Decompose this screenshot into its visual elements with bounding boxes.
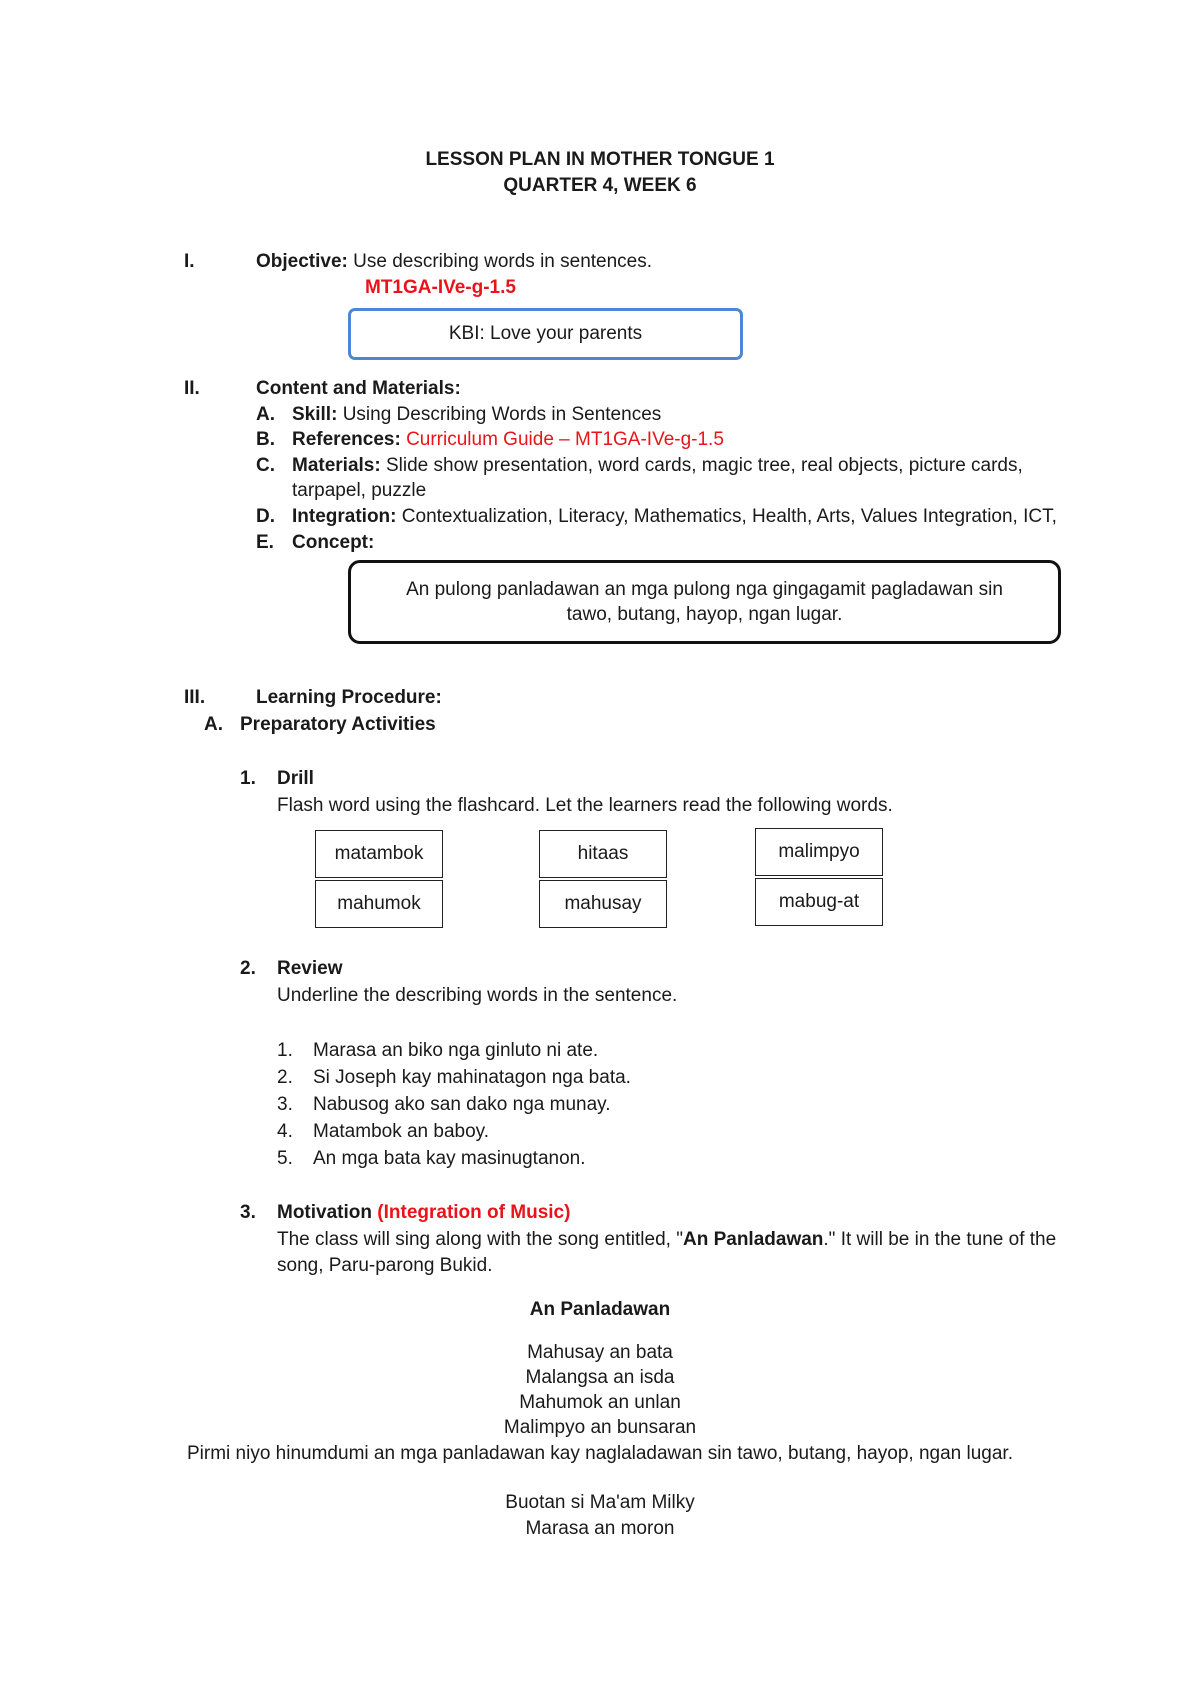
word-card (755, 878, 883, 926)
song-refrain: Pirmi niyo hinumdumi an mga panladawan kay naglaladawan sin tawo, butang, hayop, ngan lugar. (187, 1443, 1013, 1464)
page-title: LESSON PLAN IN MOTHER TONGUE 1 (425, 149, 775, 170)
review-sentence-number: 5. (277, 1148, 293, 1169)
objective-text: Use describing words in sentences. (353, 251, 653, 272)
procedure-title: Learning Procedure: (256, 687, 442, 708)
kbi-box (348, 308, 743, 360)
song-line: Malimpyo an bunsaran (503, 1417, 697, 1438)
review-sentence: Marasa an biko nga ginluto ni ate. (313, 1040, 599, 1061)
motivation-song-name: An Panladawan (682, 1229, 824, 1250)
word-card (315, 830, 443, 878)
kbi-text: KBI: Love your parents (448, 323, 643, 344)
content-letter-c: C. (256, 455, 275, 476)
concept-box (348, 560, 1061, 644)
objective-label: Objective: (256, 251, 348, 272)
section-numeral-i: I. (184, 251, 195, 272)
review-sentence: An mga bata kay masinugtanon. (313, 1148, 586, 1169)
concept-text: An pulong panladawan an mga pulong nga gingagamit pagladawan sin tawo, butang, hayop, ngan lugar. (406, 579, 1003, 625)
word-card (539, 880, 667, 928)
review-sentence: Matambok an baboy. (313, 1121, 490, 1142)
motivation-text-line2: song, Paru-parong Bukid. (277, 1255, 493, 1276)
materials-text-line2: tarpapel, puzzle (292, 480, 427, 501)
review-sentence: Si Joseph kay mahinatagon nga bata. (313, 1067, 631, 1088)
word-card-text: malimpyo (778, 841, 860, 862)
review-sentence-number: 1. (277, 1040, 293, 1061)
integration-label: Integration: (292, 506, 397, 527)
word-card (539, 830, 667, 878)
content-integration (292, 506, 1057, 528)
review-sentence-number: 3. (277, 1094, 293, 1115)
review-sentence-number: 2. (277, 1067, 293, 1088)
review-sentence-number: 4. (277, 1121, 293, 1142)
preparatory-title: Preparatory Activities (240, 714, 436, 735)
word-card-text: mahusay (564, 893, 642, 914)
materials-label: Materials: (292, 455, 381, 476)
song-title: An Panladawan (529, 1299, 671, 1320)
content-letter-e: E. (256, 532, 274, 553)
motivation-heading (277, 1202, 570, 1224)
content-materials (292, 455, 1023, 477)
motivation-text-post: ." It will be in the tune of the (823, 1229, 1057, 1250)
word-card-text: matambok (334, 843, 424, 864)
content-references (292, 429, 724, 451)
song-line: Malangsa an isda (525, 1367, 675, 1388)
drill-number: 1. (240, 768, 256, 789)
motivation-text-pre: The class will sing along with the song entitled, " (277, 1229, 683, 1250)
objective-code: MT1GA-IVe-g-1.5 (365, 277, 516, 298)
review-number: 2. (240, 958, 256, 979)
song-line: Buotan si Ma'am Milky (505, 1492, 695, 1513)
review-instruction: Underline the describing words in the sentence. (277, 985, 678, 1006)
skill-text: Using Describing Words in Sentences (342, 404, 662, 425)
drill-instruction: Flash word using the flashcard. Let the learners read the following words. (277, 795, 893, 816)
content-letter-b: B. (256, 429, 275, 450)
references-text: Curriculum Guide – MT1GA-IVe-g-1.5 (406, 429, 724, 450)
page-subtitle: QUARTER 4, WEEK 6 (503, 175, 697, 196)
procedure-letter-a: A. (204, 714, 223, 735)
word-card (755, 828, 883, 876)
skill-label: Skill: (292, 404, 338, 425)
drill-title: Drill (277, 768, 314, 789)
integration-text: Contextualization, Literacy, Mathematics, Health, Arts, Values Integration, ICT, (401, 506, 1057, 527)
concept-label: Concept: (292, 532, 375, 553)
content-letter-a: A. (256, 404, 275, 425)
section-numeral-iii: III. (184, 687, 206, 708)
motivation-text (277, 1229, 1057, 1251)
song-line: Mahusay an bata (527, 1342, 673, 1363)
motivation-number: 3. (240, 1202, 256, 1223)
section-numeral-ii: II. (184, 378, 200, 399)
review-sentence: Nabusog ako san dako nga munay. (313, 1094, 611, 1115)
objective-line (256, 251, 652, 273)
motivation-title: Motivation (277, 1202, 372, 1223)
content-letter-d: D. (256, 506, 275, 527)
word-card-text: mahumok (337, 893, 421, 914)
word-card-text: hitaas (577, 843, 629, 864)
word-card (315, 880, 443, 928)
content-title: Content and Materials: (256, 378, 461, 399)
references-label: References: (292, 429, 401, 450)
materials-text: Slide show presentation, word cards, magic tree, real objects, picture cards, (385, 455, 1023, 476)
song-line: Marasa an moron (525, 1518, 675, 1539)
word-card-text: mabug-at (778, 891, 860, 912)
motivation-tag: (Integration of Music) (377, 1202, 571, 1223)
review-title: Review (277, 958, 343, 979)
content-skill (292, 404, 661, 426)
song-line: Mahumok an unlan (519, 1392, 681, 1413)
